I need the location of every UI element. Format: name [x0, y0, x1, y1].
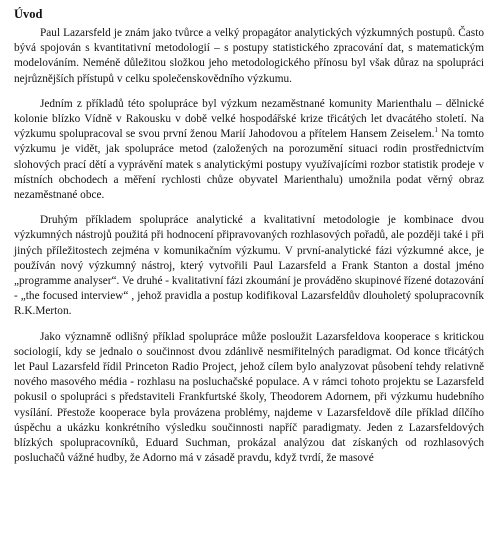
section-heading: Úvod [14, 7, 43, 21]
paragraph-marienthal-text-2: Na tomto výzkumu je vidět, jak spolupráce metod (založených na porozumění situaci rodin prostřednictvím slohových prací dětí a vyprávění matek s analytickými postupy využívajícími rozbor statistik prodeje v místních obchodech a měření rychlosti chůze obyvatel Marienthalu) umožnila podat věrný obraz nezaměstnané obce. [14, 128, 484, 202]
footnote-marker[interactable]: 1 [434, 126, 438, 135]
paragraph-critical-sociology: Jako významně odlišný příklad spolupráce může posloužit Lazarsfeldova kooperace s kritickou sociologií, kdy se jednalo o součinnost dvou zdánlivě nesmiřitelných paradigmat. Od konce třicátých let Paul Lazarsfeld řídil Princeton Radio Project, jehož cílem bylo analyzovat působení tehdy relativně nového masového média - rozhlasu na posluchačské populace. A v rámci tohoto projektu se Lazarsfeld pokusil o spolupráci s představiteli Frankfurtské školy, Theodorem Adornem, při výzkumu hudebního vysílání. Přestože kooperace byla provázena problémy, najdeme v Lazarsfeldově díle příklad dílčího úspěchu a ukázku konkrétního výsledku součinnosti napříč paradigmaty. Jeden z Lazarsfeldových blízkých spolupracovníků, Eduard Suchman, prokázal analýzou dat získaných od rozhlasových posluchačů vážné hudby, že Adorno má v zásadě pravdu, když tvrdí, že masové [14, 330, 484, 465]
paragraph-marienthal [14, 97, 484, 203]
paragraph-intro: Paul Lazarsfeld je znám jako tvůrce a velký propagátor analytických výzkumných postupů. Často bývá spojován s kvantitativní metodologií – s postupy statistického zpracování dat, s matematickým modelováním. Neméně důležitou složkou jeho metodologického přínosu byl však důraz na spolupráci nejrůznějších přístupů v celku společenskovědního výzkumu. [14, 27, 484, 85]
paragraph-marienthal-text-1: Jedním z příkladů této spolupráce byl výzkum nezaměstnané komunity Marienthalu – dělnické kolonie blízko Vídně v Rakousku v době velké hospodářské krize třicátých let dvacátého století. Na výzkumu spolupracoval se svou první ženou Marií Jahodovou a přítelem Hansem Zeiselem. [14, 97, 484, 141]
paragraph-program-analyser: Druhým příkladem spolupráce analytické a kvalitativní metodologie je kombinace dvou výzkumných nástrojů použitá při hodnocení připravovaných rozhlasových pořadů, ale později také i při jiných příležitostech zejména v komunikačním výzkumu. V první-analytické fázi výzkumné akce, je používán nový výzkumný nástroj, který vytvořili Paul Lazarsfeld a Frank Stanton a dostal jméno „programme analyser“. Ve druhé - kvalitativní fázi zkoumání je prováděno skupinové řízené dotazování - „the focused interview“ , jehož pravidla a postup kodifikoval Lazarsfeldův dlouholetý spolupracovník R.K.Merton. [14, 214, 485, 318]
